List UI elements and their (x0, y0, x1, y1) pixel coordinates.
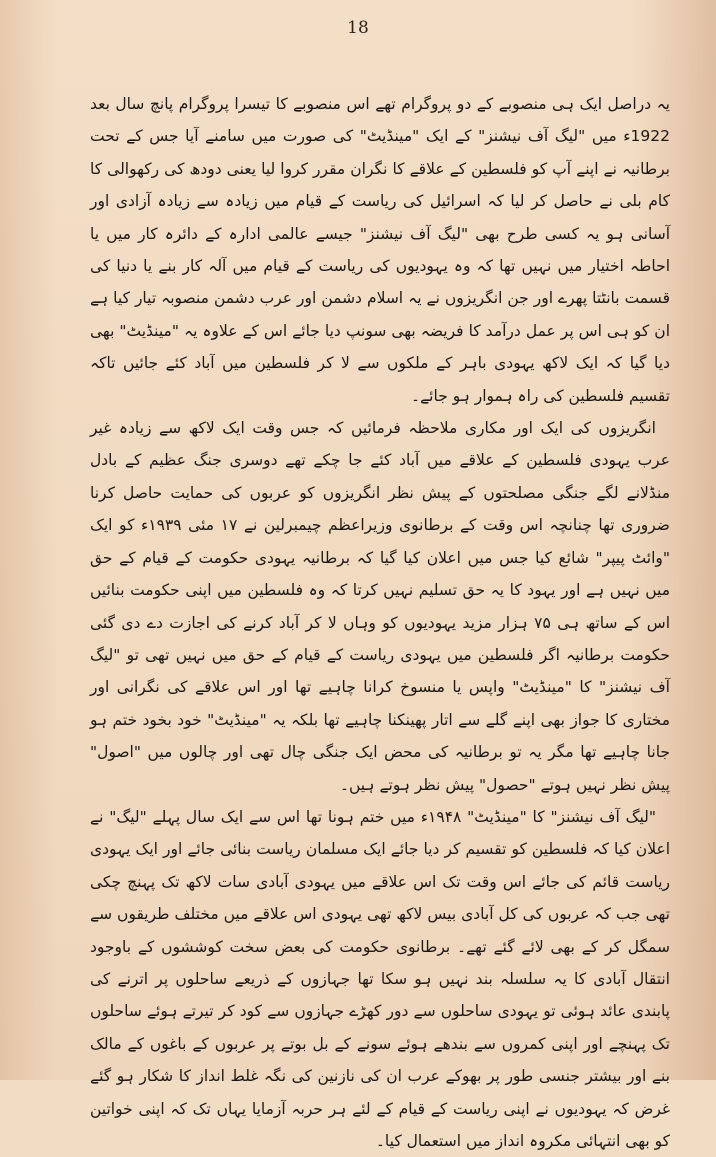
page-body (90, 88, 670, 1157)
page-number: 18 (347, 18, 369, 38)
paragraph-2: انگریزوں کی ایک اور مکاری ملاحظہ فرمائیں کہ جس وقت ایک لاکھ سے زیادہ غیر عرب یہودی فلسطین کے علاقے میں آباد کئے جا چکے تھے دوسری جنگ عظیم کے بادل منڈلانے لگے جنگی مصلحتوں کے پیش نظر انگریزوں کو عربوں کی حمایت حاصل کرنا ضروری تھا چنانچہ اس وقت کے برطانوی وزیراعظم چیمبرلین نے ۱۷ مئی ۱۹۳۹ء کو ایک "وائٹ پیپر" شائع کیا جس میں اعلان کیا گیا کہ برطانیہ یہودی حکومت کے قیام کے حق میں نہیں ہے اور یہود کا یہ حق تسلیم نہیں کرتا کہ وہ فلسطین میں اپنی حکومت بنائیں اس کے ساتھ ہی ۷۵ ہزار مزید یہودیوں کو وہاں لا کر آباد کرنے کی اجازت دے دی گئی حکومت برطانیہ اگر فلسطین میں یہودی ریاست کے قیام کے حق میں نہیں تھی تو "لیگ آف نیشنز" کا "مینڈیٹ" واپس یا منسوخ کرانا چاہیے تھا اور اس علاقے کی نگرانی اور مختاری کا جواز بھی اپنے گلے سے اتار پھینکنا چاہیے تھا بلکہ یہ "مینڈیٹ" خود بخود ختم ہو جانا چاہیے تھا مگر یہ تو برطانیہ کی محض ایک جنگی چال تھی اور چالوں میں "اصول" پیش نظر نہیں ہوتے "حصول" پیش نظر ہوتے ہیں۔ (90, 419, 670, 794)
paragraph-1: یہ دراصل ایک ہی منصوبے کے دو پروگرام تھے اس منصوبے کا تیسرا پروگرام پانچ سال بعد 1922ء میں "لیگ آف نیشنز" کے ایک "مینڈیٹ" کی صورت میں سامنے آیا جس کے تحت برطانیہ نے اپنے آپ کو فلسطین کے علاقے کا نگران مقرر کروا لیا یعنی دودھ کی رکھوالی کا کام بلی نے حاصل کر لیا کہ اسرائیل کی ریاست کے قیام میں زیادہ سے زیادہ آزادی اور آسانی ہو یہ کسی طرح بھی "لیگ آف نیشنز" جیسے عالمی ادارہ کے دائرہ کار میں یا احاطہ اختیار میں نہیں تھا کہ وہ یہودیوں کی ریاست کے قیام میں آلہ کار بنے یا دنیا کی قسمت بانٹتا پھرے اور جن انگریزوں نے یہ اسلام دشمن اور عرب دشمن منصوبہ تیار کیا ہے ان کو ہی اس پر عمل درآمد کا فریضہ بھی سونپ دیا جائے اس کے علاوہ یہ "مینڈیٹ" بھی دیا گیا کہ ایک لاکھ یہودی باہر کے ملکوں سے لا کر فلسطین میں آباد کئے جائیں تاکہ تقسیم فلسطین کی راہ ہموار ہو جائے۔ (90, 95, 670, 405)
paragraph-3: "لیگ آف نیشنز" کا "مینڈیٹ" ۱۹۴۸ء میں ختم ہونا تھا اس سے ایک سال پہلے "لیگ" نے اعلان کیا کہ فلسطین کو تقسیم کر دیا جائے ایک مسلمان ریاست بنائی جائے اور ایک یہودی ریاست قائم کی جائے اس وقت تک اس علاقے میں یہودی آبادی سات لاکھ تک پہنچ چکی تھی جب کہ عربوں کی کل آبادی بیس لاکھ تھی یہودی اس علاقے میں مختلف طریقوں سے سمگل کر کے بھی لائے گئے تھے۔ برطانوی حکومت کی بعض سخت کوششوں کے باوجود انتقال آبادی کا یہ سلسلہ بند نہیں ہو سکا تھا جہازوں کے ذریعے ساحلوں پر اترنے کی پابندی عائد ہوئی تو یہودی ساحلوں سے دور کھڑے جہازوں سے کود کر تیرتے ہوئے ساحلوں تک پہنچے اور اپنی کمروں سے بندھے ہوئے سونے کے بل بوتے پر عربوں کے باغوں کے مالک بنے اور بیشتر جنسی طور پر بھوکے عرب ان کی نازنین کی نگہ غلط انداز کا شکار ہو گئے غرض کہ یہودیوں نے اپنی ریاست کے قیام کے لئے ہر حربہ آزمایا یہاں تک کہ اپنی خواتین کو بھی انتہائی مکروہ انداز میں استعمال کیا۔ (90, 807, 670, 1150)
